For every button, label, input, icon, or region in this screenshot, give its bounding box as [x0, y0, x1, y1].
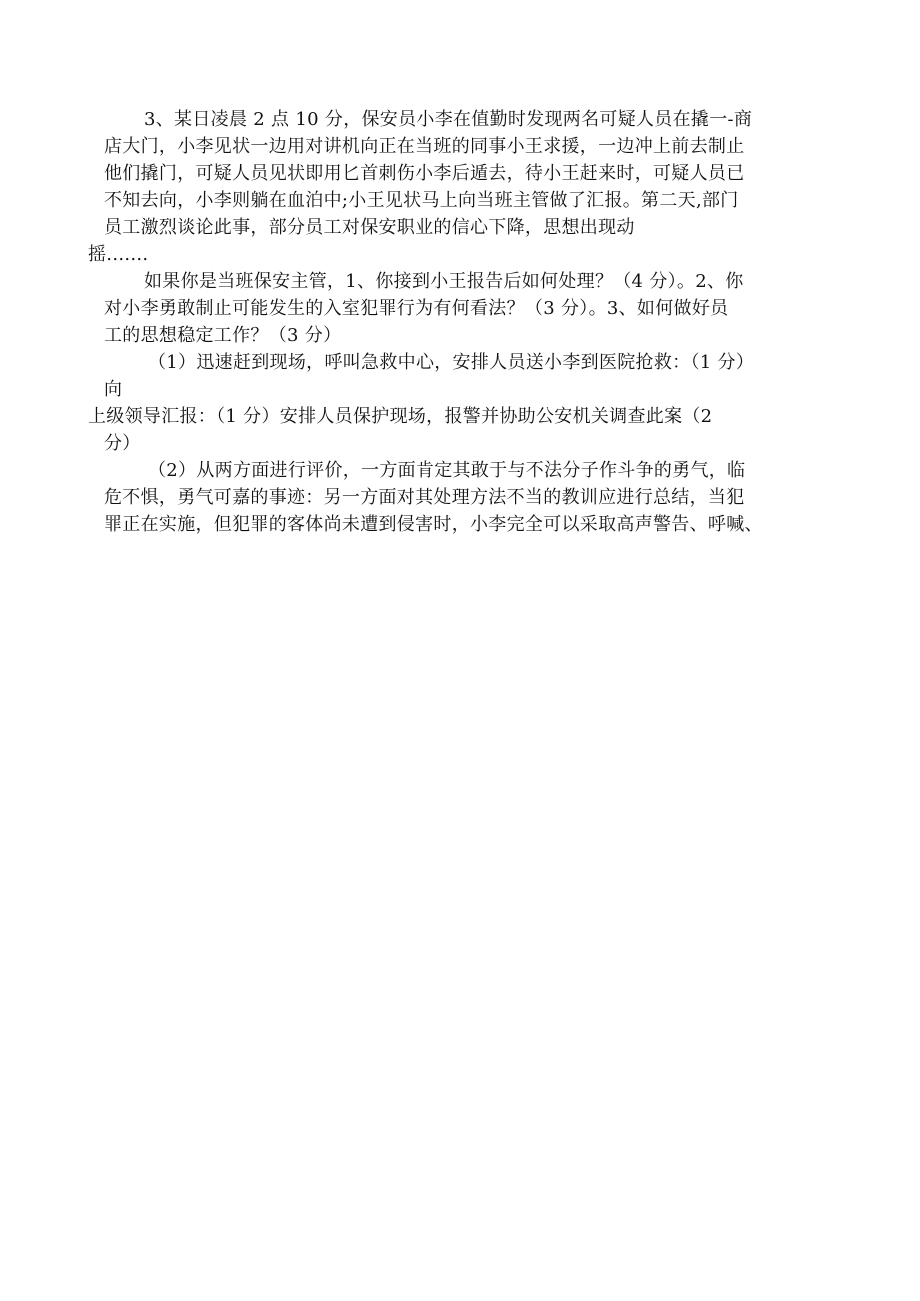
question-line: 店大门，小李见状一边用对讲机向正在当班的同事小王求援，一边冲上前去制止: [104, 136, 745, 157]
answer-line: 危不惧，勇气可嘉的事迹：另一方面对其处理方法不当的教训应进行总结，当犯: [104, 487, 745, 508]
question-paragraph: [88, 106, 834, 268]
prompt-paragraph: [104, 268, 834, 349]
answer-line: （2）从两方面进行评价，一方面肯定其敢于与不法分子作斗争的勇气，临: [148, 460, 746, 481]
question-line: 他们撬门，可疑人员见状即用匕首刺伤小李后遁去，待小王赶来时，可疑人员已: [104, 163, 745, 184]
prompt-line: 如果你是当班保安主管，1、你接到小王报告后如何处理？（4 分）。2、你: [144, 271, 744, 292]
question-line: 员工激烈谈论此事，部分员工对保安职业的信心下降，思想出现动: [104, 217, 635, 238]
answer-line: 分）: [104, 433, 141, 454]
document-page: [88, 106, 834, 538]
answer-line: 上级领导汇报：（1 分）安排人员保护现场，报警并协助公安机关调查此案（2: [88, 406, 713, 427]
question-line: 摇.......: [88, 244, 149, 265]
prompt-line: 对小李勇敢制止可能发生的入室犯罪行为有何看法？（3 分）。3、如何做好员: [104, 298, 729, 319]
answer-line: 向: [104, 379, 123, 400]
question-line: 不知去向，小李则躺在血泊中;小王见状马上向当班主管做了汇报。第二天,部门: [104, 190, 739, 211]
answer-line: 罪正在实施，但犯罪的客体尚未遭到侵害时，小李完全可以采取高声警告、呼喊、: [104, 514, 763, 535]
prompt-line: 工的思想稳定工作？（3 分）: [104, 325, 342, 346]
answer-line: （1）迅速赶到现场，呼叫急救中心，安排人员送小李到医院抢救：（1 分）: [148, 352, 755, 373]
answer-1-paragraph: [88, 349, 834, 457]
answer-2-paragraph: [104, 457, 834, 538]
question-line: 3、某日凌晨 2 点 10 分，保安员小李在值勤时发现两名可疑人员在撬一-商: [144, 109, 753, 130]
